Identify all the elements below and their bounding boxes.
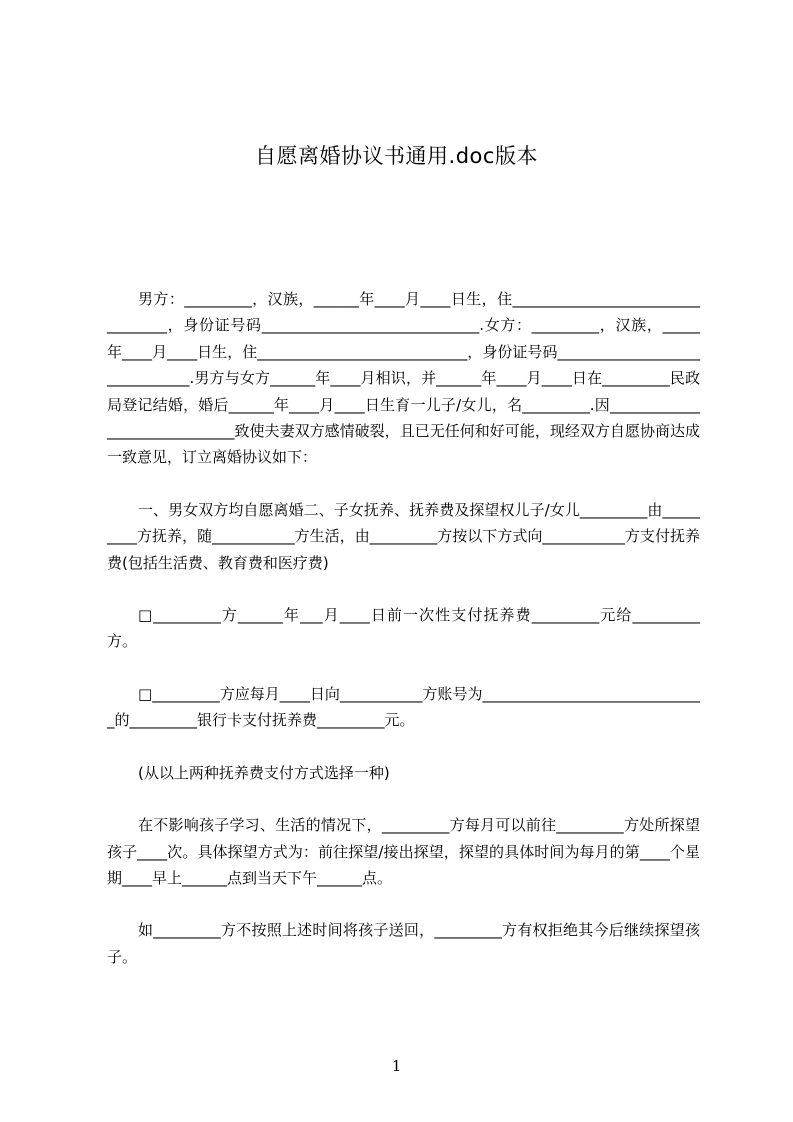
paragraph-option-note: (从以上两种抚养费支付方式选择一种) <box>138 763 390 782</box>
paragraph-parties: 男方：_________，汉族，______年____月____日生，住_________________________________，身份证号码_____________________________.女方：_________，汉族，_____年____月____日生，住____________________________，身份证号码______________________________.男方与女方______年____月相识，并______年____月____日在_________民政局登记结婚，婚后______年____月____日生育一儿子/女儿，名_________.因_____________________________致使夫妻双方感情破裂，且已无任何和好可能，现经双方自愿协商达成一致意见，订立离婚协议如下： <box>107 290 700 467</box>
paragraph-clause-divorce-custody: 一、男女双方均自愿离婚二、子女抚养、抚养费及探望权儿子/女儿_________由_________方抚养，随___________方生活，由_________方按以下方式向___________方支付抚养费(包括生活费、教育费和医疗费) <box>107 500 700 572</box>
paragraph-visitation: 在不影响孩子学习、生活的情况下，_________方每月可以前往_________方处所探望孩子____次。具体探望方式为：前往探望/接出探望，探望的具体时间为每月的第____个星期____早上______点到当天下午______点。 <box>107 816 700 887</box>
document-body <box>107 286 700 970</box>
page-number: 1 <box>391 1057 402 1075</box>
document-title: 自愿离婚协议书通用.doc版本 <box>255 144 538 168</box>
paragraph-option-lump-sum: □_________方______年___月____日前一次性支付抚养费_________元给_________方。 <box>107 606 700 651</box>
paragraph-return-condition: 如_________方不按照上述时间将孩子送回，_________方有权拒绝其今后继续探望孩子。 <box>107 921 700 966</box>
paragraph-option-monthly: □_________方应每月____日向___________方账号为______________________________的_________银行卡支付抚养费_________元。 <box>107 684 700 730</box>
